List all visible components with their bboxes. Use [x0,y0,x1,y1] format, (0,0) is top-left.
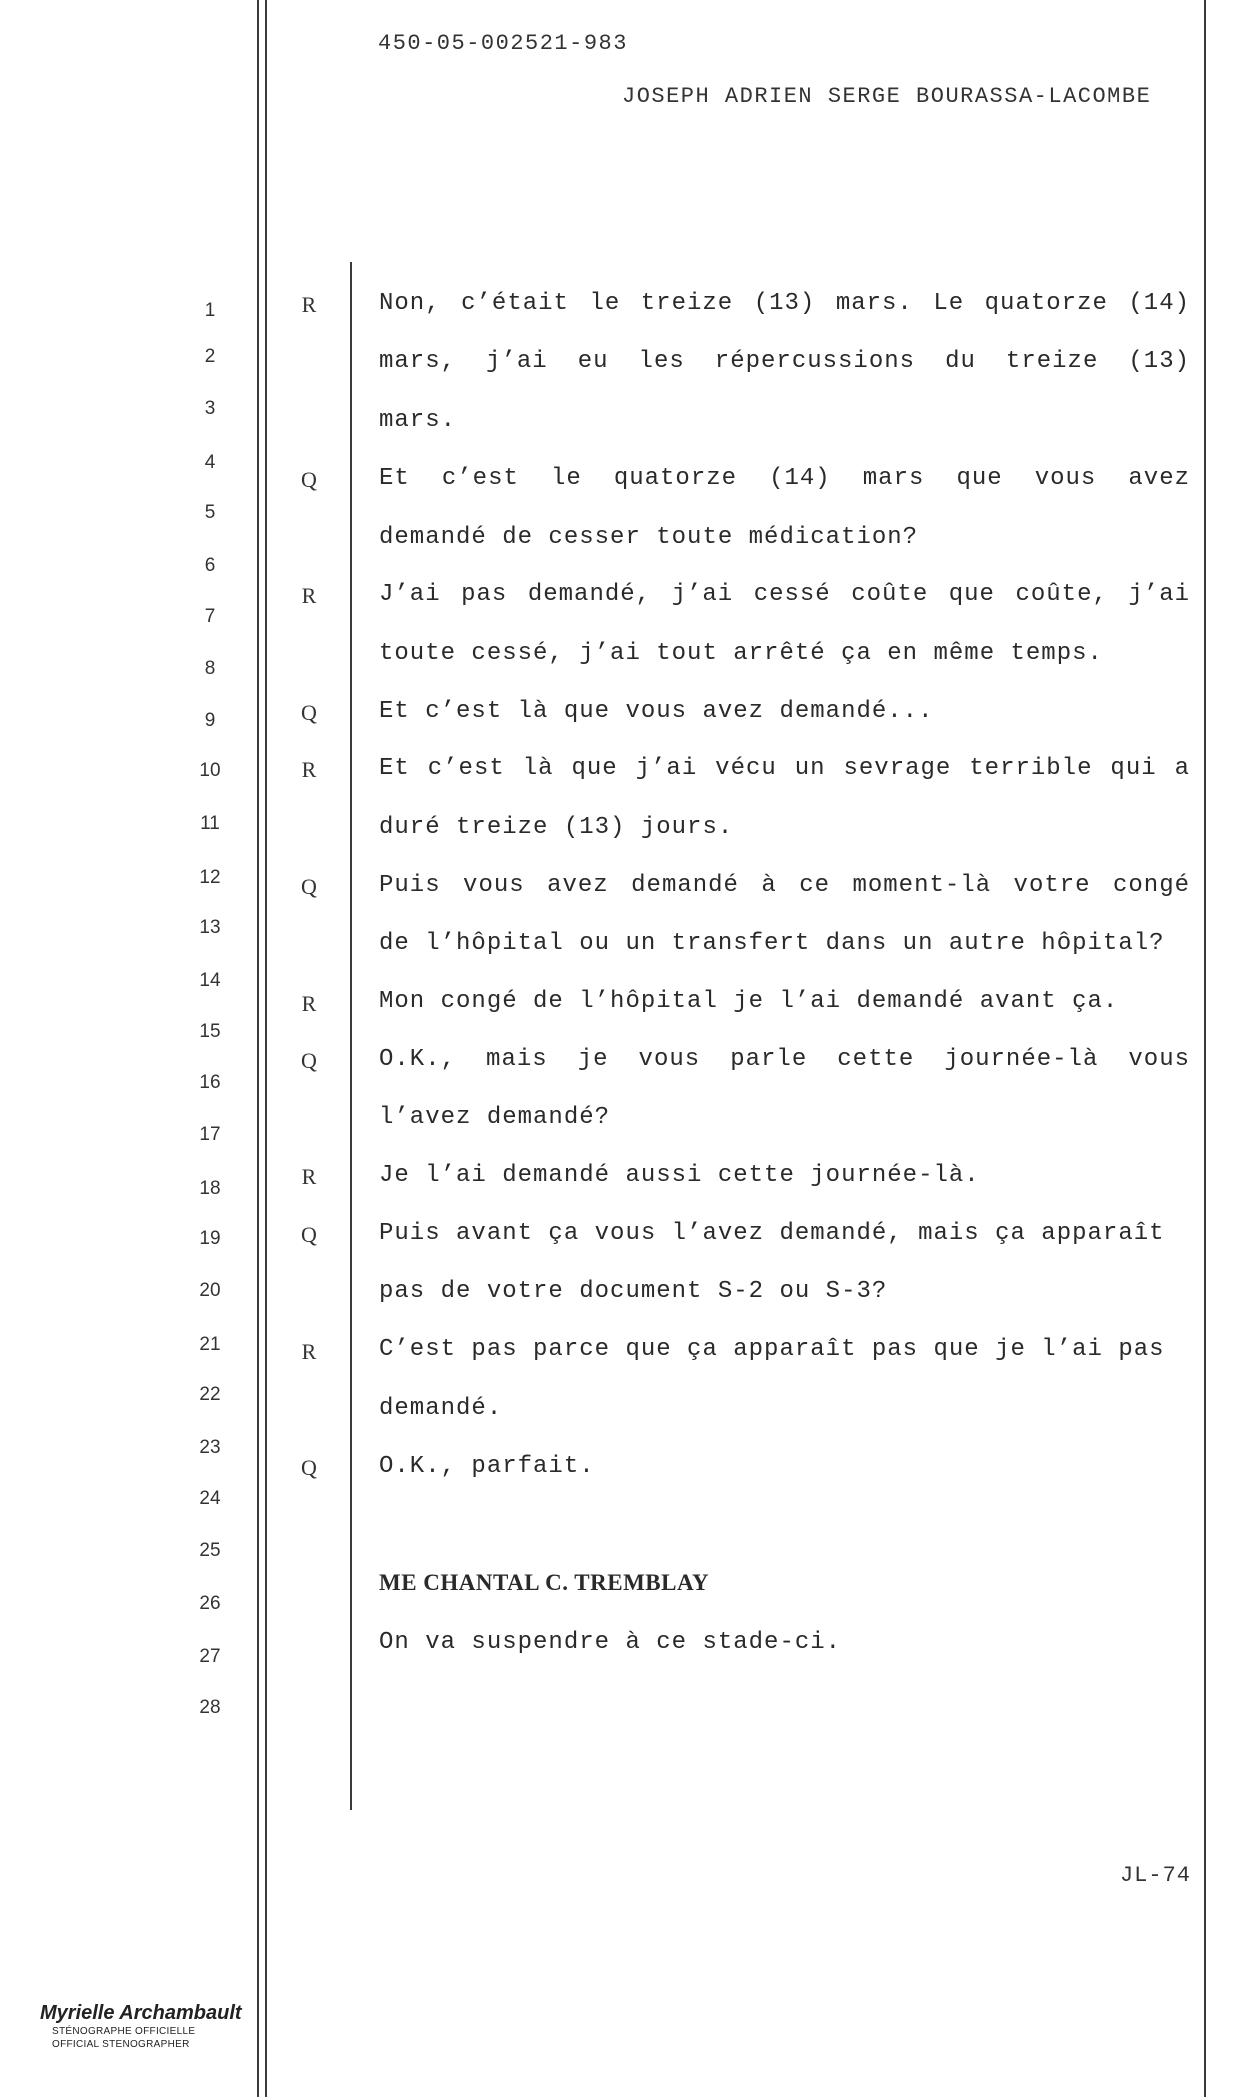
transcript-line: Et c’est le quatorze (14) mars que vous avez [379,465,1190,492]
speaker-column-rule [350,262,352,1810]
transcript-line: mars, j’ai eu les répercussions du treize (13) [379,348,1190,375]
speaker-marker: Q [301,467,317,492]
speaker-marker: R [301,757,317,782]
speaker-marker: R [301,583,317,608]
transcript-line: Mon congé de l’hôpital je l’ai demandé avant ça. [379,988,1119,1015]
line-number: 14 [199,970,221,991]
line-number: 26 [199,1593,221,1614]
transcript-line: Puis vous avez demandé à ce moment-là votre congé [379,872,1190,899]
speaker-marker: R [301,991,317,1016]
line-number: 13 [199,917,221,938]
line-number: 8 [204,658,216,679]
transcript-line: O.K., mais je vous parle cette journée-là vous [379,1046,1190,1073]
transcript-line: de l’hôpital ou un transfert dans un autre hôpital? [379,930,1165,957]
transcript-line: mars. [379,407,457,434]
page-code: JL-74 [1119,1863,1191,1888]
speaker-marker: Q [301,874,317,899]
speaker-marker: Q [301,1222,317,1247]
line-number: 21 [199,1334,221,1355]
line-number: 17 [199,1124,221,1145]
stenographer-stamp [40,2002,242,2051]
speaker-marker: Q [301,1048,317,1073]
transcript-line: pas de votre document S-2 ou S-3? [379,1278,888,1305]
line-number: 2 [204,346,216,367]
line-number: 10 [199,760,221,781]
line-number: 23 [199,1437,221,1458]
left-margin-rule-outer [257,0,259,2097]
speaker-heading: ME CHANTAL C. TREMBLAY [379,1570,710,1595]
transcript-line: Et c’est là que j’ai vécu un sevrage terrible qui a [379,755,1190,782]
transcript-line: duré treize (13) jours. [379,814,734,841]
line-number: 1 [204,300,216,321]
transcript-line: Non, c’était le treize (13) mars. Le quatorze (14) [379,290,1190,317]
line-number: 18 [199,1178,221,1199]
speaker-marker: R [301,292,317,317]
transcript-line: O.K., parfait. [379,1453,595,1480]
transcript-line: l’avez demandé? [379,1104,611,1131]
transcript-line: demandé de cesser toute médication? [379,524,919,551]
line-number: 5 [204,502,216,523]
line-number: 16 [199,1072,221,1093]
speaker-marker: R [301,1164,317,1189]
line-number: 24 [199,1488,221,1509]
transcript-line: demandé. [379,1395,503,1422]
line-number: 3 [204,398,216,419]
transcript-line: C’est pas parce que ça apparaît pas que je l’ai pas [379,1336,1165,1363]
line-number: 15 [199,1021,221,1042]
transcript-line: Je l’ai demandé aussi cette journée-là. [379,1162,980,1189]
speaker-marker: R [301,1339,317,1364]
stenographer-name: Myrielle Archambault [40,2002,242,2024]
stenographer-title-en: OFFICIAL STENOGRAPHER [52,2039,190,2050]
line-number: 4 [204,452,216,473]
witness-name: JOSEPH ADRIEN SERGE BOURASSA-LACOMBE [622,84,1152,109]
line-number: 6 [204,555,216,576]
line-number: 25 [199,1540,221,1561]
closing-line: On va suspendre à ce stade-ci. [379,1629,842,1656]
line-number: 28 [199,1697,221,1718]
transcript-line: J’ai pas demandé, j’ai cessé coûte que coûte, j’ai [379,581,1190,608]
case-number: 450-05-002521-983 [378,31,628,56]
line-number: 27 [199,1646,221,1667]
left-margin-rule-inner [265,0,267,2097]
right-margin-rule [1204,0,1206,2097]
line-number: 22 [199,1384,221,1405]
line-number: 19 [199,1228,221,1249]
transcript-line: Et c’est là que vous avez demandé... [379,698,934,725]
stenographer-title-fr: STÉNOGRAPHE OFFICIELLE [52,2026,196,2037]
speaker-marker: Q [301,1455,317,1480]
speaker-marker: Q [301,700,317,725]
line-number: 9 [204,710,216,731]
line-number: 11 [200,813,220,834]
transcript-line: Puis avant ça vous l’avez demandé, mais ça apparaît [379,1220,1165,1247]
line-number: 20 [199,1280,221,1301]
line-number: 12 [199,867,221,888]
line-number: 7 [204,606,216,627]
transcript-line: toute cessé, j’ai tout arrêté ça en même temps. [379,640,1103,667]
